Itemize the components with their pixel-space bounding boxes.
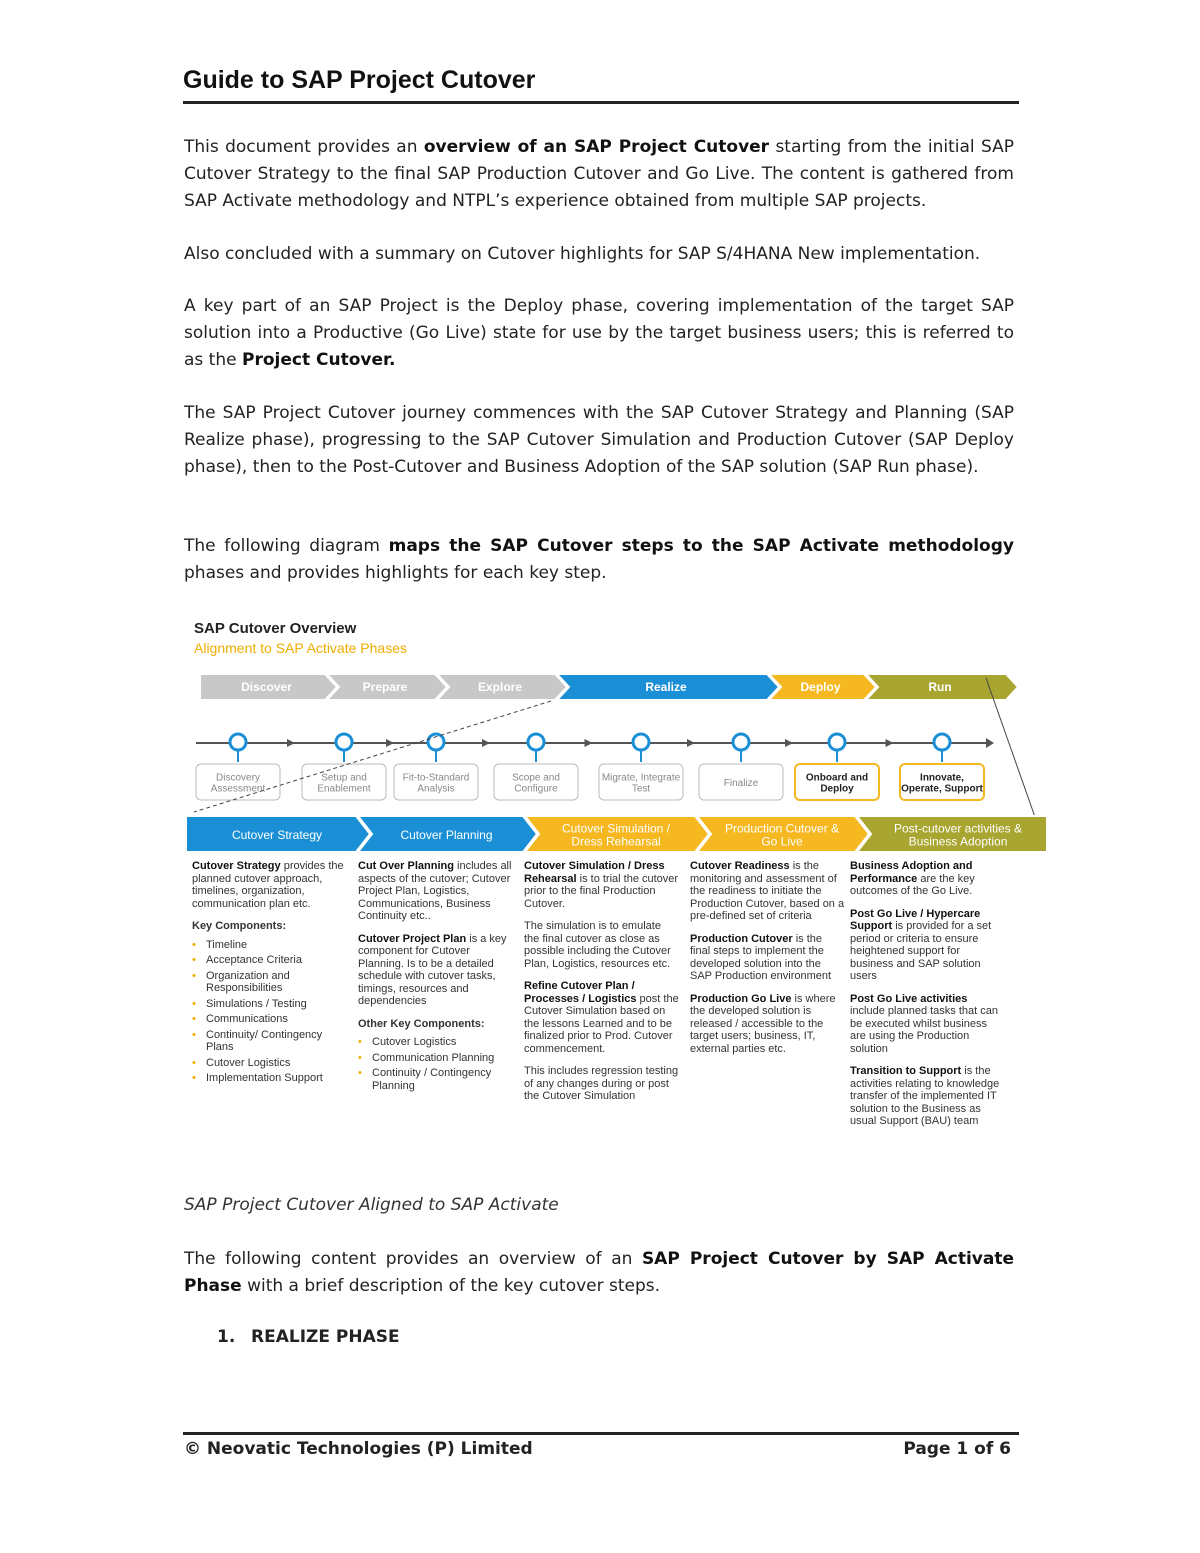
list-item: • Cutover Logistics [192,1057,347,1070]
timeline-arrow [886,739,894,747]
intro-paragraph-1 [184,134,1014,215]
footer-rule [183,1432,1019,1435]
cutover-step-label: Post-cutover activities & Business Adoption [893,821,1023,849]
description-bold-text: Business Adoption and Performance [850,860,973,885]
description-bold-text: Cut Over Planning [358,860,454,872]
paragraph-text: starting from the initial SAP Cutover Strategy to the final SAP Production Cutover and Go Live. The content is gathered from SAP Activate methodology and NTPL’s experience obtained from multiple SAP projects. [184,137,1014,211]
description-bold-text: Cutover Strategy [192,860,281,872]
step-label: Discovery Assessment [210,772,266,795]
description-text: is where the developed solution is released / accessible to the target users; business, IT, external parties etc. [690,992,836,1055]
description-paragraph [850,1065,1005,1128]
description-text: provides the planned cutover approach, timelines, organization, communication plan etc. [192,860,344,910]
milestone-marker [733,734,749,750]
step-label: Setup and Enablement [317,772,371,795]
description-text: post the Cutover Simulation based on the lessons Learned and to be finalized prior to Prod. Cutover commencement. [524,992,679,1055]
description-text: is the monitoring and assessment of the readiness to initiate the Production Cutover, based on a pre-defined set of criteria [690,860,845,922]
paragraph-bold-text: overview of an SAP Project Cutover [423,137,770,157]
description-text: is a key component for Cutover Planning. Is to be a detailed schedule with cutover tasks, timings, resources and dependencies [358,932,507,1007]
description-text: is the activities relating to knowledge transfer of the implemented IT solution to the Business as usual Support (BAU) team [850,1065,1000,1127]
description-bold-text: Transition to Support [850,1065,962,1077]
description-paragraph [690,993,845,1056]
step-label: Onboard and Deploy [805,772,869,795]
list-item: • Acceptance Criteria [192,954,347,967]
paragraph-text: with a brief description of the key cutover steps. [241,1276,661,1296]
content-paragraph [184,1246,1014,1300]
timeline-end-arrow [986,738,994,748]
paragraph-text: The following content provides an overview of an [184,1249,642,1269]
footer-page-number: Page 1 of 6 [903,1439,1011,1459]
milestone-marker [528,734,544,750]
phase-label: Realize [645,680,687,694]
milestone-marker [829,734,845,750]
list-item: • Simulations / Testing [192,998,347,1011]
list-item: • Implementation Support [192,1072,347,1085]
description-bold-text: Production Cutover [690,932,793,945]
timeline-arrow [287,739,295,747]
paragraph-bold-text: maps the SAP Cutover steps to the SAP Activate methodology [388,536,1014,556]
section-heading-realize [217,1327,400,1347]
description-text: include planned tasks that can be executed whilst business are using the Production solution [850,1005,998,1055]
description-paragraph [358,933,513,1008]
description-paragraph [690,933,845,983]
diagram-subtitle: Alignment to SAP Activate Phases [194,640,407,656]
description-text: is the final steps to implement the developed solution into the SAP Production environment [690,932,832,982]
timeline-arrow [585,739,593,747]
description-text: includes all aspects of the cutover; Cutover Project Plan, Logistics, Communications, Business Continuity etc.. [358,860,512,922]
description-paragraph [690,860,845,923]
description-bold-text: Post Go Live / Hypercare Support [850,907,981,932]
phase-label: Discover [241,680,292,694]
list-item: • Communication Planning [358,1052,513,1065]
components-list [192,939,347,1085]
intro-paragraph-2 [184,241,1014,268]
description-text: The simulation is to emulate the final cutover as close as possible including the Cutover Plan, Logistics, resources etc. [524,920,671,970]
diagram-title: SAP Cutover Overview [194,620,357,637]
description-paragraph [192,860,347,910]
milestone-marker [934,734,950,750]
phase-label: Explore [477,680,523,694]
paragraph-bold-text: Project Cutover. [241,350,396,370]
cutover-description-column [358,860,513,1095]
description-bold-text: Production Go Live [690,992,792,1005]
description-text: is to trial the cutover prior to the final Production Cutover. [524,872,679,910]
intro-paragraph-4 [184,400,1014,481]
section-title: REALIZE PHASE [251,1327,400,1347]
paragraph-text: This document provides an [184,137,424,157]
description-paragraph [358,860,513,923]
description-paragraph [850,908,1005,983]
scope-bracket-line [986,678,1041,834]
description-text: This includes regression testing of any changes during or post the Cutover Simulation [524,1065,679,1102]
paragraph-text: The SAP Project Cutover journey commences with the SAP Cutover Strategy and Planning (SAP Realize phase), progressing to the SAP Cutover Simulation and Production Cutover (SAP Deploy phase), then to the Post-Cutover and Business Adoption of the SAP solution (SAP Run phase). [184,403,1014,477]
description-bold-text: Post Go Live activities [850,992,968,1005]
document-title: Guide to SAP Project Cutover [183,66,536,94]
description-paragraph [850,860,1005,898]
list-item: • Timeline [192,939,347,952]
paragraph-bold-text: SAP Project Cutover by SAP Activate Phase [184,1249,1015,1296]
cutover-overview-diagram [186,612,1046,1152]
cutover-step-label: Cutover Simulation / Dress Rehearsal [561,821,671,849]
paragraph-text: A key part of an SAP Project is the Deploy phase, covering implementation of the target SAP solution into a Productive (Go Live) state for use by the target business users; this is referred to as the [184,296,1014,370]
cutover-step-label: Production Cutover & Go Live [724,821,840,849]
milestone-marker [633,734,649,750]
description-bold-text: Cutover Readiness [690,860,790,872]
step-label: Fit-to-Standard Analysis [402,772,470,795]
description-paragraph [524,980,679,1055]
timeline-arrow [785,739,793,747]
intro-paragraph-5 [184,533,1014,587]
step-label: Scope and Configure [512,772,560,795]
list-item: • Communications [192,1013,347,1026]
cutover-step-label: Cutover Planning [400,828,493,842]
description-paragraph [524,1065,679,1103]
components-heading: Other Key Components: [358,1017,485,1030]
figure-caption: SAP Project Cutover Aligned to SAP Activate [184,1195,559,1215]
step-label: Finalize [723,778,759,789]
cutover-description-column [524,860,679,1113]
timeline-arrow [687,739,695,747]
description-text: is provided for a set period or criteria to ensure heightened support for business and SAP solution users [850,920,992,982]
paragraph-text: Also concluded with a summary on Cutover highlights for SAP S/4HANA New implementation. [184,244,981,264]
description-paragraph [524,860,679,910]
cutover-description-column [192,860,347,1088]
phase-label: Deploy [800,680,841,694]
section-number: 1. [217,1327,236,1347]
description-paragraph [850,993,1005,1056]
milestone-marker [336,734,352,750]
description-bold-text: Cutover Project Plan [358,932,467,945]
footer-copyright: © Neovatic Technologies (P) Limited [184,1439,533,1459]
components-heading: Key Components: [192,920,287,932]
description-bold-text: Cutover Simulation / Dress Rehearsal [524,860,665,885]
list-item: • Continuity / Contingency Planning [358,1067,513,1092]
step-label: Migrate, Integrate Test [601,772,681,795]
description-paragraph [524,920,679,970]
cutover-step-label: Cutover Strategy [231,828,323,842]
list-item: • Continuity/ Contingency Plans [192,1029,347,1054]
cutover-description-column [850,860,1005,1138]
description-text: are the key outcomes of the Go Live. [850,872,975,897]
timeline-arrow [482,739,490,747]
step-label: Innovate, Operate, Support [901,772,983,795]
components-list [358,1036,513,1092]
list-item: • Cutover Logistics [358,1036,513,1049]
title-rule [183,101,1019,104]
paragraph-text: phases and provides highlights for each key step. [184,563,607,583]
milestone-marker [230,734,246,750]
cutover-description-column [690,860,845,1065]
list-item: • Organization and Responsibilities [192,970,347,995]
intro-paragraph-3 [184,293,1014,374]
description-bold-text: Refine Cutover Plan / Processes / Logistics [524,980,637,1005]
paragraph-text: The following diagram [184,536,389,556]
phase-label: Prepare [362,680,408,694]
timeline-arrow [386,739,394,747]
phase-label: Run [928,680,952,694]
